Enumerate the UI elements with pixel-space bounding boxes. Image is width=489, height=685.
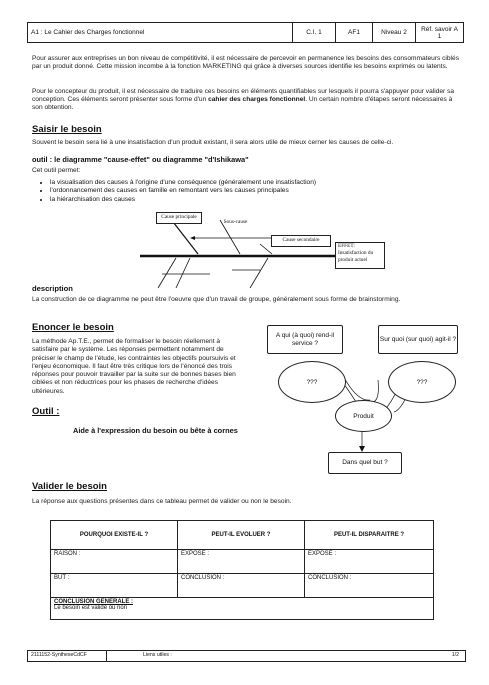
footer-liens: Liens utiles : [143,652,172,658]
header-ci: C.I. 1 [293,23,336,43]
outil-text: Aide à l'expression du besoin ou bête à cornes [73,426,238,435]
bullet-item: • l'ordonnancement des causes en famille en remontant vers les causes principales [50,187,316,195]
section-title-saisir: Saisir le besoin [32,124,102,135]
description-text: La construction de ce diagramme ne peut être l'oeuvre que d'un travail de groupe, généralement sous forme de brainstorming. [32,296,401,303]
cause-branch-bottom [176,258,190,288]
footer-ref: 2111152-SyntheseCdCF [31,652,87,658]
label-cause-secondaire: Cause secondaire [271,235,331,247]
arrowhead [190,236,195,240]
dans-quel-but-box: Dans quel but ? [328,452,402,474]
conclusion-title: CONCLUSION GENERALE : [54,599,134,605]
bullet-item: • la visualisation des causes à l'origine d'une conséquence (généralement une insatisfaction) [50,179,316,187]
table-cell: EXPOSE : [178,550,305,574]
description-title: description [32,284,73,293]
produit-ellipse: Produit [335,400,392,432]
left-ellipse: ??? [278,361,346,403]
table-cell: RAISON : [51,550,178,574]
footer [27,650,466,662]
enoncer-text: La méthode Ap.T.E., permet de formaliser le besoin réellement à satisfaire par le système. Les réponses permettent notamment de préciser le champ de l'étude, les contraintes les objectifs poursuivis et l'enjeu économique. Il faut être très critique lors de l'énoncé des trois réponses pour pouvoir travailler par la suite sur de bonnes bases bien ciblées et non réductrices pour les phases de recherche d'idées ultérieures. [32,338,236,395]
a-qui-box: A qui (à quoi) rend-il service ? [267,325,343,354]
effet-title: EFFET: [338,243,355,249]
table-header: POURQUOI EXISTE-IL ? [51,521,178,550]
saisir-text: Souvent le besoin sera lié à une insatisfaction d'un produit existant, il sera alors utile de mieux cerner les causes de celle-ci. [32,139,394,146]
saisir-bullets [36,179,316,204]
header-title: A1 : Le Cahier des Charges fonctionnel [28,23,293,43]
table-cell: CONCLUSION : [305,574,434,598]
table-header: PEUT-IL EVOLUER ? [178,521,305,550]
section-title-outil: Outil : [32,406,60,417]
intro-p2-text-b: . Un certain nombre d'étapes seront nécessaires à son obtention. [32,96,453,112]
saisir-outil: outil : le diagramme "cause-effet" ou diagramme "d'Ishikawa" [32,155,249,164]
conclusion-cell [51,598,434,620]
valider-text: La réponse aux questions présentes dans ce tableau permet de valider ou non le besoin. [32,498,292,505]
footer-page: 1/2 [451,652,459,658]
table-cell: CONCLUSION : [178,574,305,598]
right-ellipse: ??? [388,361,456,403]
header-ref: Réf. savoir A 1 [416,23,464,43]
effet-text: Insatisfaction du produit actuel [338,250,374,263]
table-cell: BUT : [51,574,178,598]
header-niveau: Niveau 2 [373,23,416,43]
conclusion-text: Le besoin est validé ou non [54,605,128,611]
effet-box [335,242,385,269]
table-header: PEUT-IL DISPARAITRE ? [305,521,434,550]
sur-quoi-box: Sur quoi (sur quoi) agit-il ? [378,325,458,354]
section-title-enoncer: Enoncer le besoin [32,322,114,333]
label-cause-principale: Cause principale [156,212,202,224]
cause-branch-bottom [158,258,176,288]
saisir-permet: Cet outil permet: [32,167,81,174]
intro-paragraph-2 [32,88,460,112]
table-cell: EXPOSE : [305,550,434,574]
label-sous-cause: Sous-cause [223,219,248,225]
intro-paragraph-1: Pour assurer aux entreprises un bon niveau de compétitivité, il est nécessaire de percevoir en permanence les besoins des consommateurs ciblés par un produit donné. Cette mission incombe à la fonction MARKETING qui grâce à diverses sources identifie les besoins exprimés ou latents. [32,55,459,71]
header-table [27,22,464,43]
bullet-item: • la hiérarchisation des causes [50,196,316,204]
section-title-valider: Valider le besoin [32,481,107,492]
header-af: AF1 [336,23,373,43]
cause-branch-bottom [250,258,268,288]
intro-p2-text-a: Pour le concepteur du produit, il est nécessaire de traduire ces besoins en éléments quantifiables sur lesquels il pourra s'appuyer pour valider sa conception. Ces éléments seront présenter sous forme d'un [32,88,455,104]
validation-table [50,520,434,620]
intro-p2-bold: cahier des charges fonctionnel [208,96,306,104]
